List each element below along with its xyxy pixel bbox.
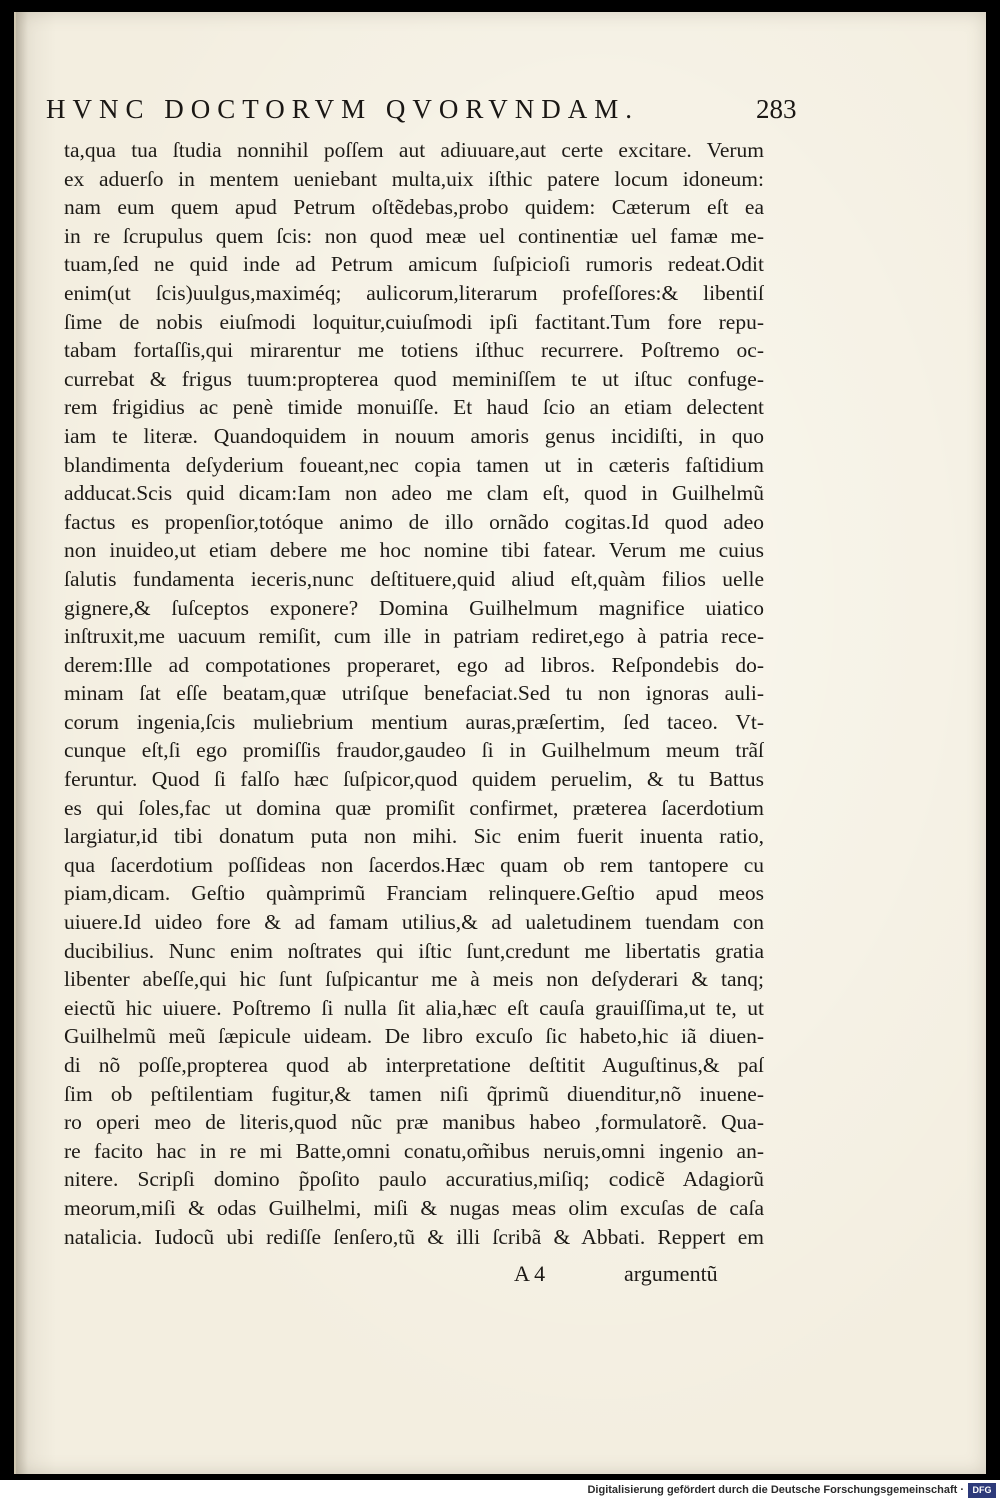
catchword: argumentũ: [624, 1261, 718, 1286]
signature-mark: A 4: [514, 1261, 546, 1286]
text-line: Guilhelmũ meũ ſæpicule uideam. De libro excuſo ſic habeto,hic iã diuen-: [64, 1024, 764, 1049]
text-line: qua ſacerdotium poſſideas non ſacerdos.Hæc quam ob rem tantopere cu: [64, 852, 764, 877]
text-line: corum ingenia,ſcis muliebrium mentium auras,præſertim, ſed taceo. Vt-: [64, 709, 764, 734]
text-line: meorum,miſi & odas Guilhelmi, miſi & nugas meas olim excuſas de caſa: [64, 1195, 764, 1220]
text-line: tabam fortaſſis,qui mirarentur me totiens iſthuc recurrere. Poſtremo oc-: [64, 338, 764, 363]
text-line: piam,dicam. Geſtio quàmprimũ Franciam relinquere.Geſtio apud meos: [64, 881, 764, 906]
funding-credit: Digitalisierung gefördert durch die Deutsche Forschungsgemeinschaft ·: [587, 1484, 964, 1496]
text-line: minam ſat eſſe beatam,quæ utriſque benefaciat.Sed tu non ignoras auli-: [64, 681, 764, 706]
text-line: nitere. Scripſi domino p̃poſito paulo accuratius,miſiq; codicẽ Adagiorũ: [64, 1167, 764, 1192]
text-line: gignere,& ſuſceptos exponere? Domina Guilhelmum magnifice uiatico: [64, 595, 764, 620]
text-line: natalicia. Iudocũ ubi rediſſe ſenſero,tũ & illi ſcribã & Abbati. Reppert em: [64, 1224, 764, 1249]
text-line: ſalutis fundamenta ieceris,nunc deſtituere,quid aliud eſt,quàm filios uelle: [64, 566, 764, 591]
text-line: uiuere.Id uideo fore & ad famam utilius,& ad ualetudinem tuendam con: [64, 910, 764, 935]
text-line: es qui ſoles,fac ut domina quæ promiſit confirmet, præterea ſacerdotium: [64, 795, 764, 820]
text-line: ta,qua tua ſtudia nonnihil poſſem aut adiuuare,aut certe excitare. Verum: [64, 138, 764, 162]
text-line: non inuideo,ut etiam debere me hoc nomine tibi fatear. Verum me cuius: [64, 538, 764, 563]
text-line: ro operi meo de literis,quod nũc præ manibus habeo ,formulatorẽ. Qua-: [64, 1110, 764, 1135]
text-line: ducibilius. Nunc enim noſtrates qui iſtic ſunt,credunt me libertatis gratia: [64, 938, 764, 963]
text-line: currebat & frigus tuum:propterea quod meminiſſem te ut iſtuc confuge-: [64, 366, 764, 391]
text-line: nam eum quem apud Petrum oſtẽdebas,probo quidem: Cæterum eſt ea: [64, 195, 764, 220]
body-text: [64, 136, 764, 1251]
text-line: ſim ob peſtilentiam fugitur,& tamen niſi q̃primũ diuenditur,nõ inuene-: [64, 1081, 764, 1106]
text-line: blandimenta deſyderium foueant,nec copia tamen ut in cæteris faſtidium: [64, 452, 764, 477]
text-line: feruntur. Quod ſi falſo hæc ſuſpicor,quod quidem peruelim, & tu Battus: [64, 767, 764, 792]
text-line: inſtruxit,me uacuum remiſit, cum ille in patriam rediret,ego à patria rece-: [64, 624, 764, 649]
text-line: iam te literæ. Quandoquidem in nouum amoris genus incidiſti, in quo: [64, 423, 764, 448]
text-line: derem:Ille ad compotationes properaret, ego ad libros. Reſpondebis do-: [64, 652, 764, 677]
text-line: libenter abeſſe,qui hic ſunt ſuſpicantur me à meis non deſyderari & tanq;: [64, 967, 764, 992]
text-line: enim(ut ſcis)uulgus,maximéq; aulicorum,literarum profeſſores:& libentiſ: [64, 280, 764, 305]
text-line: factus es propenſior,totóque animo de illo ornãdo cogitas.Id quod adeo: [64, 509, 764, 534]
dfg-logo-icon: DFG: [968, 1483, 996, 1498]
page-number: 283: [756, 94, 797, 124]
text-line: ex aduerſo in mentem ueniebant multa,uix iſthic patere locum idoneum:: [64, 166, 764, 191]
text-line: in re ſcrupulus quem ſcis: non quod meæ uel continentiæ uel famæ me-: [64, 223, 764, 248]
text-line: cunque eſt,ſi ego promiſſis fraudor,gaudeo ſi in Guilhelmum meum trãſ: [64, 738, 764, 763]
text-line: adducat.Scis quid dicam:Iam non adeo me clam eſt, quod in Guilhelmũ: [64, 481, 764, 506]
running-head: HVNC DOCTORVM QVORVNDAM.: [46, 94, 639, 124]
text-line: eiectũ hic uiuere. Poſtremo ſi nulla ſit alia,hæc eſt cauſa grauiſſima,ut te, ut: [64, 995, 764, 1020]
text-line: largiatur,id tibi donatum puta non mihi. Sic enim fuerit inuenta ratio,: [64, 824, 764, 849]
book-page: [14, 12, 986, 1474]
text-line: tuam,ſed ne quid inde ad Petrum amicum ſuſpicioſi rumoris redeat.Odit: [64, 252, 764, 277]
page-footer: [16, 1261, 986, 1293]
text-line: rem frigidius ac penè timide monuiſſe. Et haud ſcio an etiam delectent: [64, 395, 764, 420]
text-line: re facito hac in re mi Batte,omni conatu,om̃ibus neruis,omni ingenio an-: [64, 1138, 764, 1163]
text-line: ſime de nobis eiuſmodi loquitur,cuiuſmodi ipſi factitant.Tum fore repu-: [64, 309, 764, 334]
text-line: di nõ poſſe,propterea quod ab interpretatione deſtitit Auguſtinus,& paſ: [64, 1053, 764, 1077]
credit-bar: [0, 1480, 1000, 1503]
